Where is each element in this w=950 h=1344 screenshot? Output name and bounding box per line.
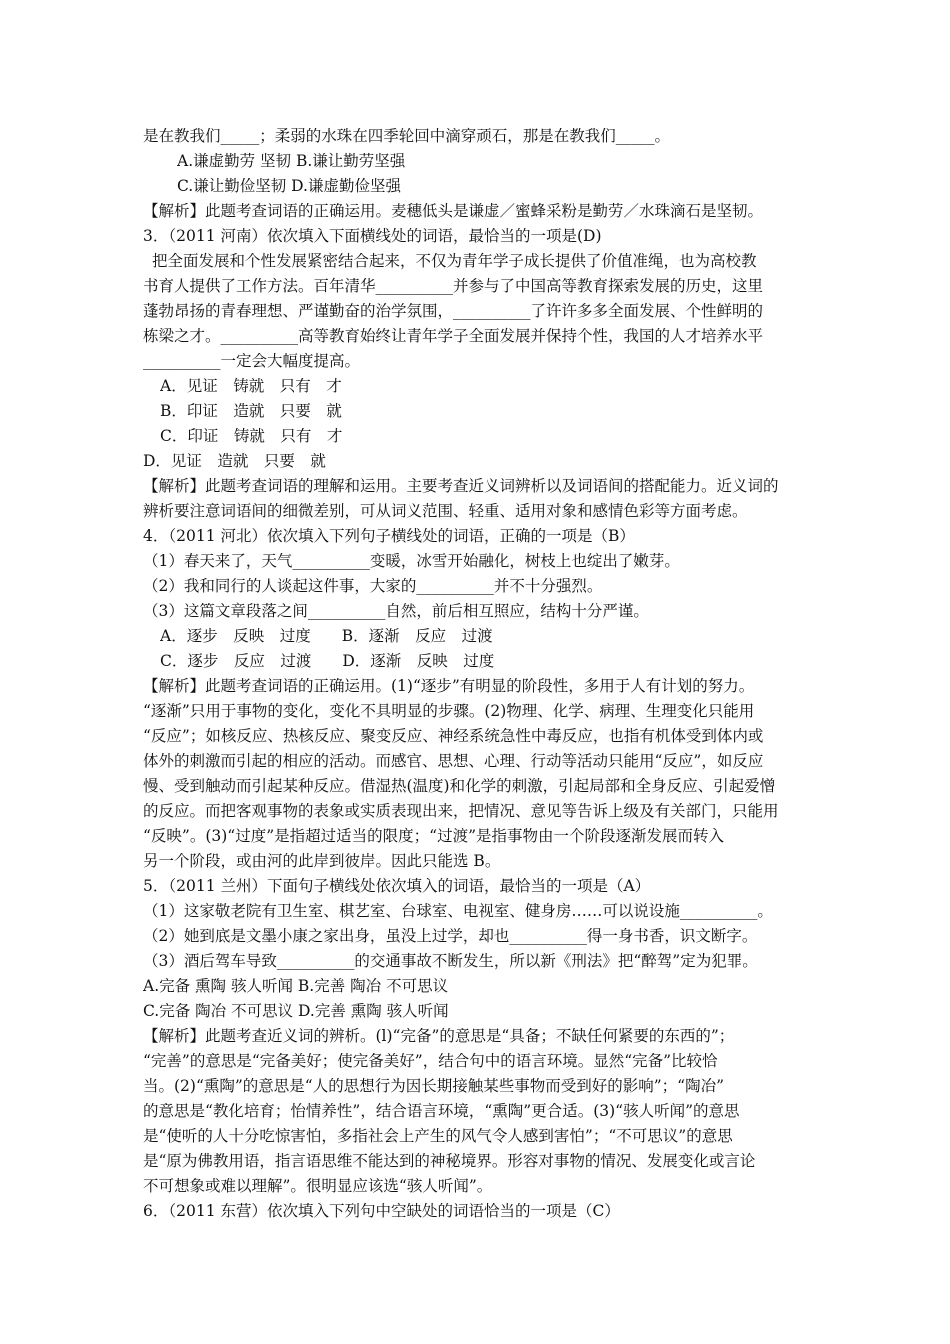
analysis-line: 【解析】此题考查词语的正确运用。(1)“逐步”有明显的阶段性，多用于人有计划的努力。: [143, 677, 755, 695]
analysis-line: “反应”；如核反应、热核反应、聚变反应、神经系统急性中毒反应，也指有机体受到体内或: [143, 727, 764, 745]
analysis-line: 的意思是“教化培育；怡情养性”，结合语言环境，“熏陶”更合适。(3)“骇人听闻”的意思: [143, 1102, 740, 1120]
text-line: 是在教我们_____；柔弱的水珠在四季轮回中滴穿顽石，那是在教我们_____。: [143, 127, 671, 145]
analysis-line: 是“使听的人十分吃惊害怕，多指社会上产生的风气令人感到害怕”；“不可思议”的意思: [143, 1127, 733, 1145]
option-line: C．逐步 反应 过渡 D．逐渐 反映 过度: [160, 652, 495, 670]
analysis-line: 【解析】此题考查词语的正确运用。麦穗低头是谦虚／蜜蜂采粉是勤劳／水珠滴石是坚韧。: [143, 202, 764, 220]
analysis-line: “完善”的意思是“完备美好；使完备美好”，结合句中的语言环境。显然“完备”比较恰: [143, 1052, 718, 1070]
text-line: 栋梁之才。__________高等教育始终让青年学子全面发展并保持个性，我国的人才培养水平: [143, 327, 764, 345]
question-5-heading: 5．（2011 兰州）下面句子横线处依次填入的词语，最恰当的一项是（A）: [143, 877, 651, 895]
sentence-line: （2）我和同行的人谈起这件事，大家的__________并不十分强烈。: [143, 577, 603, 595]
analysis-line: 是“原为佛教用语，指言语思维不能达到的神秘境界。形容对事物的情况、发展变化或言论: [143, 1152, 756, 1170]
analysis-line: 另一个阶段，或由河的此岸到彼岸。因此只能选 B。: [143, 852, 501, 870]
question-3-heading: 3．（2011 河南）依次填入下面横线处的词语，最恰当的一项是(D): [143, 227, 602, 245]
sentence-line: （2）她到底是文墨小康之家出身，虽没上过学，却也__________得一身书香，识文断字。: [143, 927, 758, 945]
sentence-line: （3）酒后驾车导致__________的交通事故不断发生，所以新《刑法》把“醉驾”定为犯罪。: [143, 952, 758, 970]
analysis-line: 不可想象或难以理解”。很明显应该选“骇人听闻”。: [143, 1177, 493, 1195]
analysis-line: 慢、受到触动而引起某种反应。借湿热(温度)和化学的刺激，引起局部和全身反应、引起爱憎: [143, 777, 776, 795]
option-line: C．印证 铸就 只有 才: [160, 427, 343, 445]
sentence-line: （1）这家敬老院有卫生室、棋艺室、台球室、电视室、健身房……可以说设施__________。: [143, 902, 773, 920]
text-line: __________一定会大幅度提高。: [143, 352, 361, 370]
text-line: 书育人提供了工作方法。百年清华__________并参与了中国高等教育探索发展的历史，这里: [143, 277, 764, 295]
text-line: 蓬勃昂扬的青春理想、严谨勤奋的治学氛围，__________了许许多多全面发展、个性鲜明的: [143, 302, 764, 320]
analysis-line: 【解析】此题考查近义词的辨析。(l)“完备”的意思是“具备；不缺任何紧要的东西的”；: [143, 1027, 735, 1045]
question-6-heading: 6．（2011 东营）依次填入下列句中空缺处的词语恰当的一项是（C）: [143, 1202, 620, 1220]
option-line: A．见证 铸就 只有 才: [160, 377, 342, 395]
analysis-line: 【解析】此题考查词语的理解和运用。主要考查近义词辨析以及词语间的搭配能力。近义词的: [143, 477, 779, 495]
option-line: A.谦虚勤劳 坚韧 B.谦让勤劳坚强: [177, 152, 406, 170]
analysis-line: 当。(2)“熏陶”的意思是“人的思想行为因长期接触某些事物而受到好的影响”；“陶冶”: [143, 1077, 725, 1095]
question-4-heading: 4．（2011 河北）依次填入下列句子横线处的词语，正确的一项是（B）: [143, 527, 635, 545]
analysis-line: 的反应。而把客观事物的表象或实质表现出来，把情况、意见等告诉上级及有关部门，只能用: [143, 802, 779, 820]
option-line: B．印证 造就 只要 就: [160, 402, 342, 420]
analysis-line: “逐渐”只用于事物的变化，变化不具明显的步骤。(2)物理、化学、病理、生理变化只能用: [143, 702, 755, 720]
sentence-line: （3）这篇文章段落之间__________自然，前后相互照应，结构十分严谨。: [143, 602, 649, 620]
text-line: 把全面发展和个性发展紧密结合起来，不仅为青年学子成长提供了价值准绳，也为高校教: [152, 252, 757, 270]
sentence-line: （1）春天来了，天气__________变暖，冰雪开始融化，树枝上也绽出了嫩芽。: [143, 552, 680, 570]
option-line: A．逐步 反映 过度 B．逐渐 反应 过渡: [160, 627, 493, 645]
analysis-line: “反映”。(3)“过度”是指超过适当的限度；“过渡”是指事物由一个阶段逐渐发展而转入: [143, 827, 725, 845]
option-line: A.完备 熏陶 骇人听闻 B.完善 陶冶 不可思议: [143, 977, 449, 995]
option-line: C.谦让勤俭坚韧 D.谦虚勤俭坚强: [177, 177, 401, 195]
option-line: C.完备 陶冶 不可思议 D.完善 熏陶 骇人听闻: [143, 1002, 449, 1020]
analysis-line: 辨析要注意词语间的细微差别，可从词义范围、轻重、适用对象和感情色彩等方面考虑。: [143, 502, 748, 520]
analysis-line: 体外的刺激而引起的相应的活动。而感官、思想、心理、行动等活动只能用“反应”，如反应: [143, 752, 764, 770]
option-line: D．见证 造就 只要 就: [143, 452, 326, 470]
